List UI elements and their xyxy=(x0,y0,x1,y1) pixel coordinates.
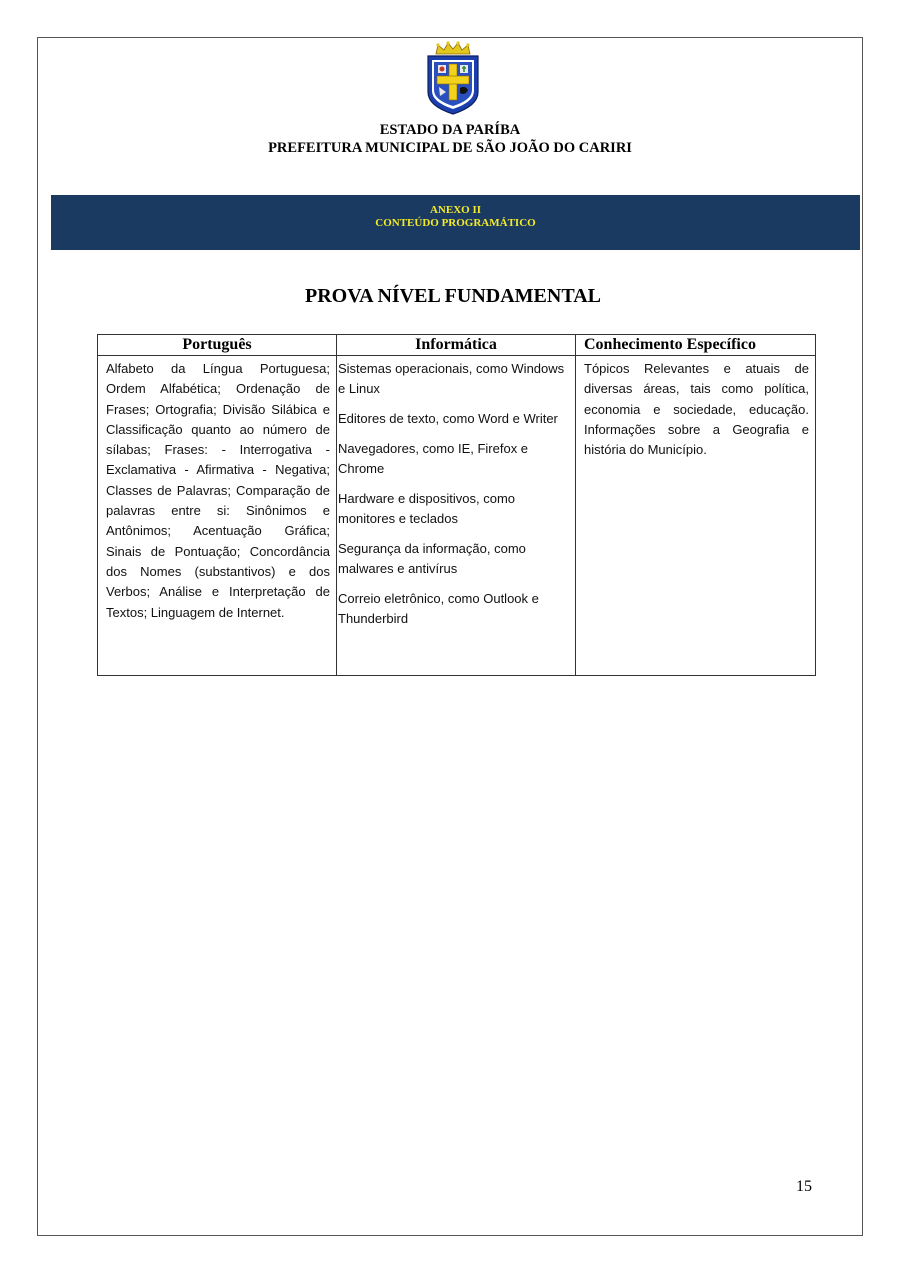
list-item: Navegadores, como IE, Firefox e Chrome xyxy=(338,440,529,477)
syllabus-table xyxy=(97,334,816,676)
table-row xyxy=(98,356,816,676)
municipal-crest-icon xyxy=(424,40,482,116)
list-item: Hardware e dispositivos, como monitores e teclados xyxy=(338,490,516,527)
conhecimento-content: Tópicos Relevantes e atuais de diversas áreas, tais como política, economia e sociedade, educação. Informações sobre a Geografia e história do Município. xyxy=(576,356,816,676)
annex-subtitle: CONTEÚDO PROGRAMÁTICO xyxy=(375,217,536,229)
annex-banner xyxy=(51,195,860,250)
portugues-content: Alfabeto da Língua Portuguesa; Ordem Alfabética; Ordenação de Frases; Ortografia; Divisão Silábica e Classificação quanto ao número de sílabas; Frases: - Interrogativa - Exclamativa - Afirmativa - Negativa; Classes de Palavras; Comparação de palavras entre si: Sinônimos e Antônimos; Acentuação Gráfica; Sinais de Pontuação; Concordância dos Nomes (substantivos) e dos Verbos; Análise e Interpretação de Textos; Linguagem de Internet. xyxy=(98,356,337,676)
page-title: PROVA NÍVEL FUNDAMENTAL xyxy=(305,285,601,307)
list-item: Correio eletrônico, como Outlook e Thunderbird xyxy=(338,591,539,627)
list-item: Sistemas operacionais, como Windows e Linux xyxy=(338,361,565,397)
header-municipality: PREFEITURA MUNICIPAL DE SÃO JOÃO DO CARIRI xyxy=(268,140,632,156)
column-header-conhecimento: Conhecimento Específico xyxy=(576,335,816,356)
column-header-portugues: Português xyxy=(98,335,337,356)
table-header-row xyxy=(98,335,816,356)
list-item: Editores de texto, como Word e Writer xyxy=(338,411,558,427)
header-state: ESTADO DA PARÍBA xyxy=(379,122,521,138)
informatica-content xyxy=(337,356,576,676)
list-item: Segurança da informação, como malwares e antivírus xyxy=(338,541,526,577)
page-number: 15 xyxy=(796,1178,812,1195)
annex-number: ANEXO II xyxy=(429,204,482,216)
column-header-informatica: Informática xyxy=(337,335,576,356)
